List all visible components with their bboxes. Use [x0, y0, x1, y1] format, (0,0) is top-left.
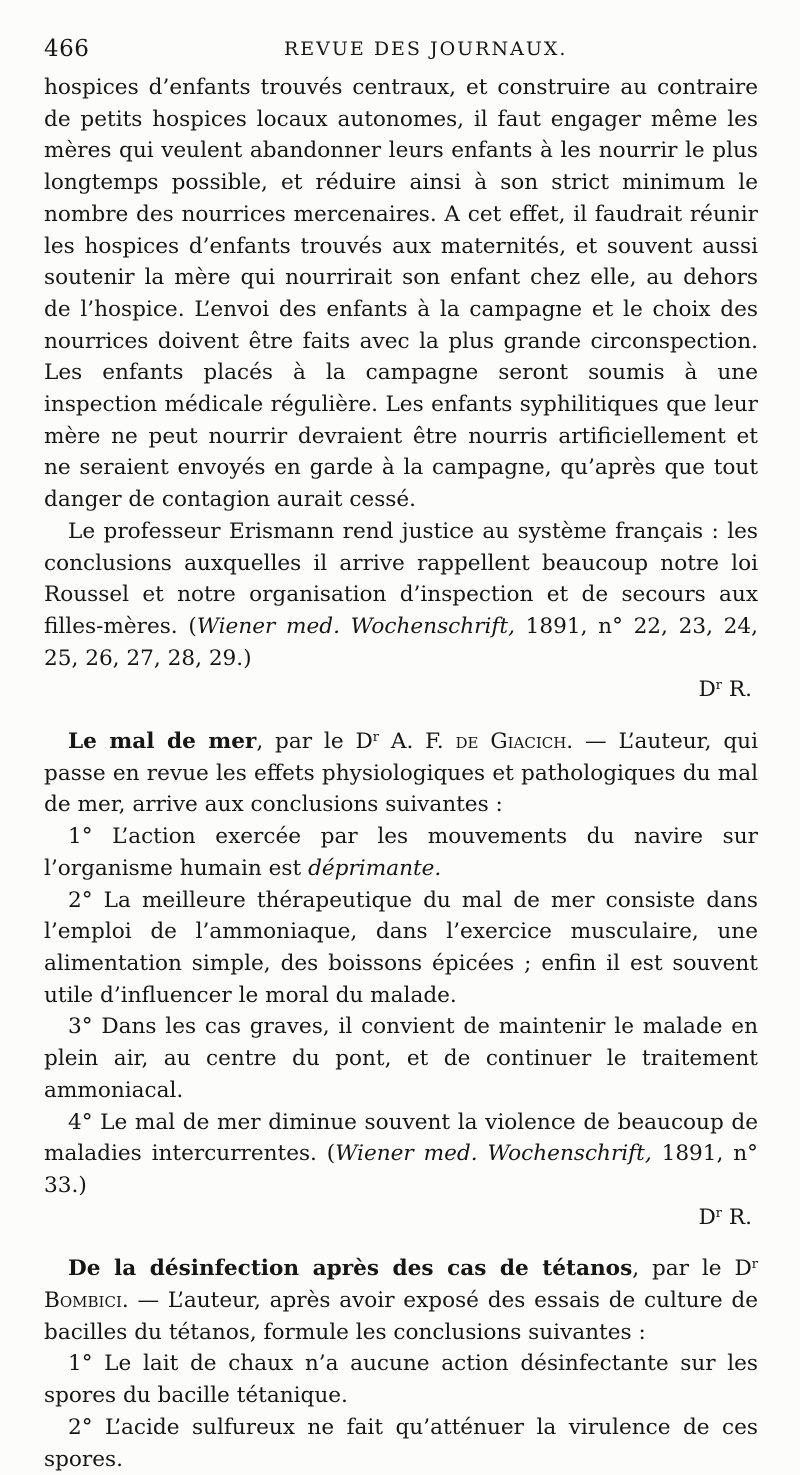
page-number: 466 — [44, 36, 90, 62]
article-2-intro: — L’auteur, qui passe en revue les effets physiologiques et pathologiques du mal de mer, arrive aux conclusions suivantes : — [44, 729, 758, 818]
article-3-conclusion-2: 2° L’acide sulfureux ne fait qu’atténuer la virulence de ces spores. — [44, 1414, 758, 1472]
article-2-title: Le mal de mer — [68, 729, 257, 755]
article-1-journal-ref: Wiener med. Wochenschrift, — [196, 613, 515, 639]
article-3-author-lead: , par le D — [632, 1256, 752, 1282]
article-2-author-sup: r — [372, 729, 379, 745]
signature-prefix: D — [698, 677, 716, 703]
conclusion-4-text: 4° Le mal de mer diminue souvent la violence de beaucoup de maladies intercurrentes. ( — [44, 1109, 758, 1167]
article-1-issue-ref: 1891, n° 22, 23, 24, 25, 26, 27, 28, 29.) — [44, 613, 758, 671]
article-1-paragraph-2 — [44, 516, 758, 675]
article-3-conclusion-1: 1° Le lait de chaux n’a aucune action désinfectante sur les spores du bacille tétanique. — [44, 1351, 758, 1409]
conclusion-1-emphasis: déprimante. — [308, 855, 442, 881]
article-3-title: De la désinfection après des cas de tétanos — [68, 1256, 633, 1282]
running-head: REVUE DES JOURNAUX. — [284, 38, 568, 60]
signature-initial: R. — [722, 677, 752, 703]
article-2 — [44, 726, 758, 1233]
conclusion-1-text: 1° L’action exercée par les mouvements du navire sur l’organisme humain est — [44, 824, 758, 881]
page-header — [44, 28, 758, 72]
signature-prefix: D — [698, 1204, 716, 1230]
article-2-conclusion-2: 2° La meilleure thérapeutique du mal de mer consiste dans l’emploi de l’ammoniaque, dans l’exercice musculaire, une alimentation simple, des boissons épicées ; enfin il est souvent utile d’influencer le moral du malade. — [44, 887, 758, 1008]
article-2-conclusion-4 — [44, 1107, 758, 1202]
article-3-author-sup: r — [751, 1257, 758, 1273]
article-2-signature — [44, 1202, 758, 1234]
article-2-author-lead: , par le D — [256, 729, 373, 755]
article-2-conclusion-3: 3° Dans les cas graves, il convient de maintenir le malade en plein air, au centre du pont, et de continuer le traitement ammoniacal. — [44, 1014, 758, 1103]
article-3-intro: — L’auteur, après avoir exposé des essais de culture de bacilles du tétanos, formule les conclusions suivantes : — [44, 1288, 758, 1345]
article-2-author: A. F. de Giacich. — [378, 729, 574, 755]
signature-sup: r — [715, 1205, 722, 1221]
page-body — [44, 72, 758, 1475]
article-1-paragraph-2-text: Le professeur Erismann rend justice au système français : les conclusions auxquelles il arrive rappellent beaucoup notre loi Roussel et notre organisation d’inspection et de secours aux filles-mères. ( — [44, 518, 758, 639]
article-3-author: Bombici. — [44, 1288, 129, 1314]
article-3-heading — [44, 1253, 758, 1348]
article-1-signature — [44, 674, 758, 706]
article-2-conclusion-1 — [44, 821, 758, 884]
article-2-journal-ref: Wiener med. Wochenschrift, — [335, 1141, 652, 1167]
signature-initial: R. — [722, 1204, 752, 1230]
article-2-heading — [44, 726, 758, 821]
signature-sup: r — [715, 678, 722, 694]
article-3 — [44, 1253, 758, 1475]
article-2-issue-ref: 1891, n° 33.) — [44, 1141, 758, 1198]
article-1-paragraph-1: hospices d’enfants trouvés centraux, et construire au contraire de petits hospices locaux autonomes, il faut engager même les mères qui veulent abandonner leurs enfants à les nourrir le plus longtemps possible, et réduire ainsi à son strict minimum le nombre des nourrices mercenaires. A cet effet, il faudrait réunir les hospices d’enfants trouvés aux maternités, et souvent aussi soutenir la mère qui nourrirait son enfant chez elle, au dehors de l’hospice. L’envoi des enfants à la campagne et le choix des nourrices doivent être faits avec la plus grande circonspection. Les enfants placés à la campagne seront soumis à une inspection médicale régulière. Les enfants syphilitiques que leur mère ne peut nourrir devraient être nourris artificiellement et ne seraient envoyés en garde à la campagne, qu’après que tout danger de contagion aurait cessé. — [44, 75, 758, 513]
